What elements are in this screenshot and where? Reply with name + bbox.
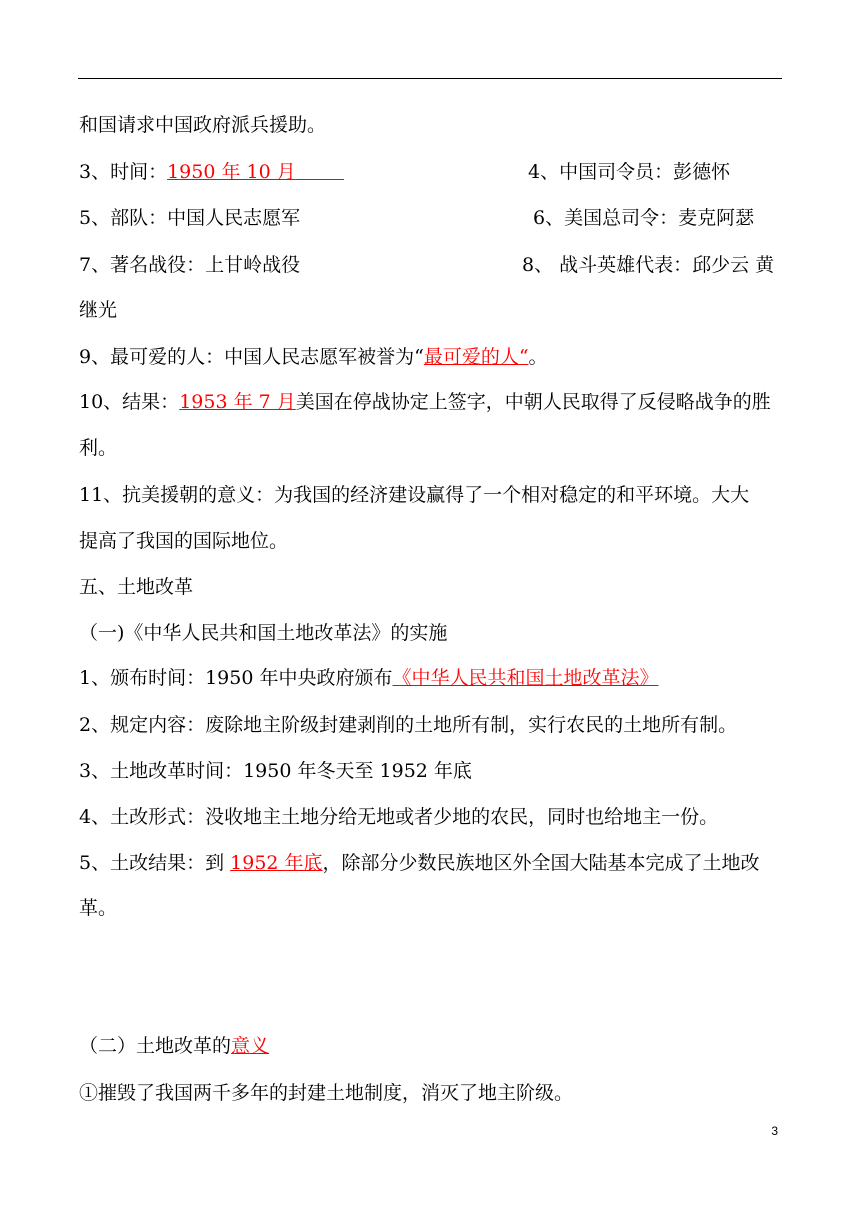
- highlight-term: 最可爱的人“: [423, 346, 529, 368]
- text-line: 2、规定内容：废除地主阶级封建剥削的土地所有制，实行农民的土地所有制。: [79, 714, 738, 736]
- text-line: [79, 665, 659, 691]
- highlight-date: 1952 年底: [230, 852, 323, 874]
- page-number: 3: [771, 1124, 778, 1138]
- label: 3、时间：: [79, 161, 168, 183]
- text-line: ①摧毁了我国两千多年的封建土地制度，消灭了地主阶级。: [79, 1082, 574, 1104]
- text-line: [79, 344, 548, 370]
- text-line: 3、土地改革时间：1950 年冬天至 1952 年底: [79, 760, 472, 782]
- label: 10、结果：1953 年 7 月美国在停战协定上签字，中朝人民取得了反侵略战争的胜: [79, 391, 771, 413]
- label: 9、最可爱的人：中国人民志愿军被誉为“: [79, 346, 424, 368]
- text-line: [79, 850, 760, 876]
- text-line: 4、土改形式：没收地主土地分给无地或者少地的农民，同时也给地主一份。: [79, 806, 719, 828]
- header-rule: [78, 78, 782, 79]
- highlight-date: 1950 年 10 月: [167, 161, 296, 183]
- text-line: [79, 159, 344, 185]
- label: 。: [528, 346, 548, 368]
- text-line: [79, 389, 783, 415]
- text-line: 8、 战斗英雄代表：邱少云 黄: [522, 254, 775, 276]
- highlight-term: 意义: [231, 1035, 270, 1057]
- label: 5、土改结果：到: [79, 852, 231, 874]
- text-line: 革。: [79, 897, 118, 919]
- text-line: 利。: [79, 437, 118, 459]
- subsection-heading: （一)《中华人民共和国土地改革法》的实施: [79, 622, 448, 644]
- highlight-date: 1953 年 7 月: [179, 391, 296, 413]
- text-line: 11、抗美援朝的意义：为我国的经济建设赢得了一个相对稳定的和平环境。大大: [79, 484, 750, 506]
- label: （二）土地改革的: [79, 1035, 232, 1057]
- subsection-heading: [79, 1033, 269, 1059]
- text-line: 继光: [79, 299, 118, 321]
- section-heading: 五、土地改革: [79, 576, 194, 598]
- label: ，除部分少数民族地区外全国大陆基本完成了土地改: [322, 852, 760, 874]
- text-line: 和国请求中国政府派兵援助。: [79, 114, 327, 136]
- text-line: 4、中国司令员：彭德怀: [528, 161, 731, 183]
- text-line: 6、美国总司令：麦克阿瑟: [533, 207, 755, 229]
- text-line: 7、著名战役：上甘岭战役: [79, 254, 301, 276]
- label: 1、颁布时间：1950 年中央政府颁布: [79, 667, 393, 689]
- text-line: 提高了我国的国际地位。: [79, 530, 289, 552]
- highlight-law: 《中华人民共和国土地改革法》: [392, 667, 659, 689]
- text-line: 5、部队：中国人民志愿军: [79, 207, 301, 229]
